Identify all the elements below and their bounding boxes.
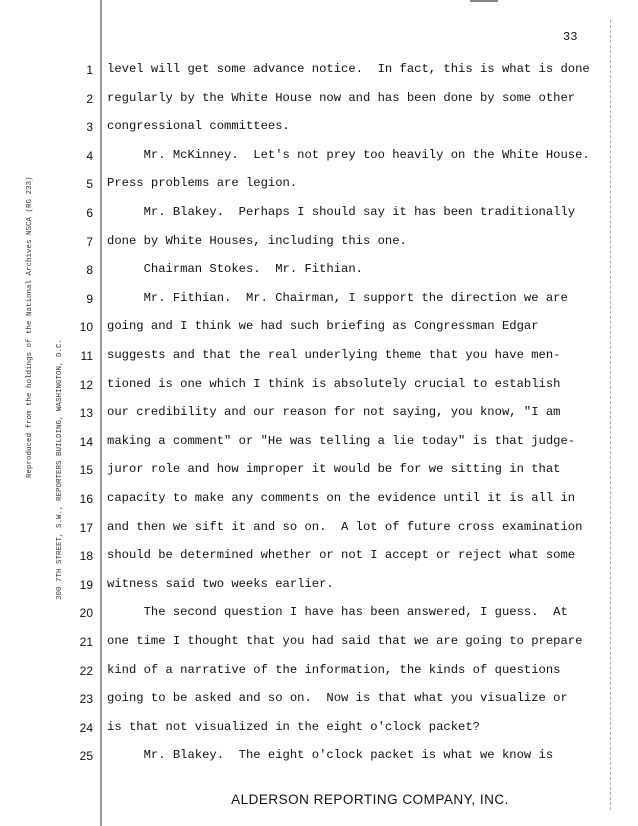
transcript-line: level will get some advance notice. In fact, this is what is done	[107, 62, 590, 76]
reporter-address: 300 7TH STREET, S.W., REPORTERS BUILDING, WASHINGTON, D.C.	[56, 338, 64, 600]
transcript-line: Chairman Stokes. Mr. Fithian.	[107, 262, 363, 277]
line-number: 20	[79, 606, 93, 621]
line-number: 14	[79, 434, 93, 449]
transcript-line: tioned is one which I think is absolutely crucial to establish	[107, 376, 561, 391]
transcript-line: regularly by the White House now and has been done by some other	[107, 90, 576, 105]
transcript-line: Mr. Blakey. Perhaps I should say it has been traditionally	[107, 205, 576, 219]
transcript-line: going and I think we had such briefing as Congressman Edgar	[107, 319, 539, 334]
line-number: 4	[86, 148, 93, 163]
transcript-line: one time I thought that you had said that we are going to prepare	[107, 634, 583, 648]
line-number: 22	[79, 663, 93, 678]
transcript-line: witness said two weeks earlier.	[107, 576, 334, 591]
line-number: 11	[80, 349, 93, 363]
line-number: 16	[79, 492, 93, 506]
transcript-line: and then we sift it and so on. A lot of future cross examination	[107, 519, 583, 534]
transcript-line: suggests and that the real underlying theme that you have men-	[107, 348, 561, 362]
line-number: 24	[79, 720, 93, 735]
line-number: 5	[86, 177, 93, 192]
right-margin-rule	[610, 20, 611, 810]
line-number: 1	[86, 63, 93, 77]
transcript-line: kind of a narrative of the information, the kinds of questions	[107, 662, 561, 677]
transcript-line: juror role and how improper it would be for we sitting in that	[107, 462, 561, 477]
transcript-line: is that not visualized in the eight o'clock packet?	[107, 719, 480, 734]
line-number: 18	[79, 549, 93, 564]
line-number: 2	[86, 91, 93, 106]
line-number: 25	[79, 749, 93, 764]
transcript-line: Press problems are legion.	[107, 176, 298, 191]
line-number: 6	[86, 206, 93, 220]
archive-stamp: Reproduced from the holdings of the National Archives NSCA (RG 233)	[26, 176, 34, 478]
line-number: 15	[79, 463, 93, 478]
line-number: 3	[86, 120, 93, 135]
line-number: 10	[79, 320, 93, 335]
left-margin-rule	[100, 0, 102, 826]
line-number: 19	[79, 577, 93, 592]
transcript-line: Mr. Blakey. The eight o'clock packet is what we know is	[107, 748, 554, 763]
transcript-line: congressional committees.	[107, 119, 290, 134]
transcript-line: done by White Houses, including this one.	[107, 233, 407, 248]
transcript-line: going to be asked and so on. Now is that what you visualize or	[107, 691, 568, 706]
line-number: 13	[79, 406, 93, 421]
line-number: 23	[79, 692, 93, 707]
transcript-line: The second question I have has been answered, I guess. At	[107, 605, 568, 620]
page-number: 33	[563, 30, 578, 44]
transcript-line: should be determined whether or not I accept or reject what some	[107, 548, 576, 563]
line-number: 17	[79, 520, 93, 535]
transcript-line: our credibility and our reason for not saying, you know, "I am	[107, 405, 561, 420]
line-number: 7	[86, 234, 93, 249]
transcript-line: making a comment" or "He was telling a lie today" is that judge-	[107, 433, 576, 448]
transcript-line: Mr. McKinney. Let's not prey too heavily on the White House.	[107, 147, 590, 162]
transcript-line: capacity to make any comments on the evidence until it is all in	[107, 491, 576, 505]
line-number: 12	[79, 377, 93, 392]
line-number: 21	[79, 635, 93, 649]
top-mark	[470, 0, 498, 2]
line-number: 8	[86, 263, 93, 278]
transcript-line: Mr. Fithian. Mr. Chairman, I support the direction we are	[107, 290, 568, 305]
line-number: 9	[86, 291, 93, 306]
footer-company: ALDERSON REPORTING COMPANY, INC.	[231, 792, 509, 807]
